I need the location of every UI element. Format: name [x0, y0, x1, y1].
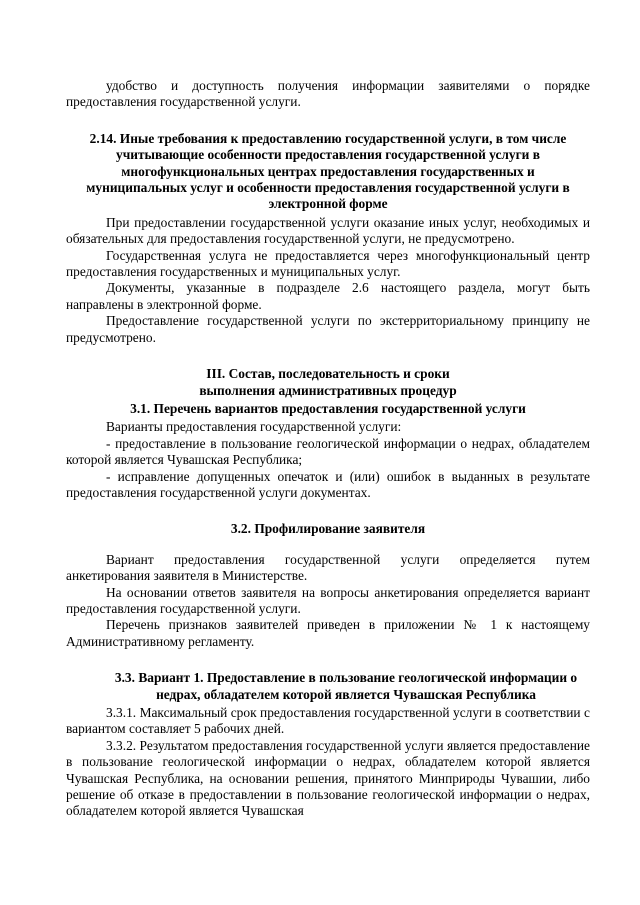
- section-3-2-heading: 3.2. Профилирование заявителя: [230, 521, 426, 537]
- section-3-1-heading: 3.1. Перечень вариантов предоставления государственной услуги: [130, 400, 526, 416]
- section-2-14-paragraph-3: Документы, указанные в подразделе 2.6 настоящего раздела, могут быть направлены в электронной форме.: [66, 280, 590, 312]
- section-3-2-paragraph-1: Вариант предоставления государственной услуги определяется путем анкетирования заявителя в Министерстве.: [66, 551, 590, 584]
- section-2-14-paragraph-2: Государственная услуга не предоставляется через многофункциональный центр предоставления государственных и муниципальных услуг.: [66, 247, 590, 280]
- section-3-3-paragraph-1: 3.3.1. Максимальный срок предоставления государственной услуги в соответствии с вариантом составляет 5 рабочих дней.: [66, 705, 590, 737]
- section-3-2-paragraph-3: Перечень признаков заявителей приведен в приложении № 1 к настоящему Административному регламенту.: [66, 617, 590, 649]
- section-3-heading: III. Состав, последовательность и сроки выполнения административных процедур: [199, 366, 457, 398]
- section-3-3-paragraph-2: 3.3.2. Результатом предоставления государственной услуги является предоставление в пользование геологической информации о недрах, обладателем которой является Чувашская Республика, на основании решения, принятого Минприроды Чувашии, либо решение об отказе в предоставлении в пользование геологической информации о недрах, обладателем которой является Чувашская: [66, 737, 590, 819]
- section-2-14-heading: 2.14. Иные требования к предоставлению государственной услуги, в том числе учитывающие особенности предоставления государственной услуги в многофункциональных центрах предоставления государственных и муниципальных услуг и особенности предоставления государственной услуги в электронной форме: [86, 130, 570, 212]
- section-3-2-paragraph-2: На основании ответов заявителя на вопросы анкетирования определяется вариант предоставления государственной услуги.: [66, 584, 590, 616]
- section-3-1-paragraph-3: - исправление допущенных опечаток и (или) ошибок в выданных в результате предоставления государственной услуги документах.: [66, 468, 590, 500]
- section-2-14-paragraph-1: При предоставлении государственной услуги оказание иных услуг, необходимых и обязательных для предоставления государственной услуги, не предусмотрено.: [66, 214, 590, 247]
- section-3-1-paragraph-2: - предоставление в пользование геологической информации о недрах, обладателем которой является Чувашская Республика;: [66, 435, 590, 468]
- section-3-1-paragraph-1: Варианты предоставления государственной услуги:: [106, 419, 402, 435]
- section-2-14-paragraph-4: Предоставление государственной услуги по экстерриториальному принципу не предусмотрено.: [66, 313, 590, 345]
- section-3-3-heading: 3.3. Вариант 1. Предоставление в пользование геологической информации о недрах, обладателем которой является Чувашская Республика: [114, 670, 578, 702]
- intro-paragraph: удобство и доступность получения информации заявителями о порядке предоставления государственной услуги.: [66, 78, 590, 110]
